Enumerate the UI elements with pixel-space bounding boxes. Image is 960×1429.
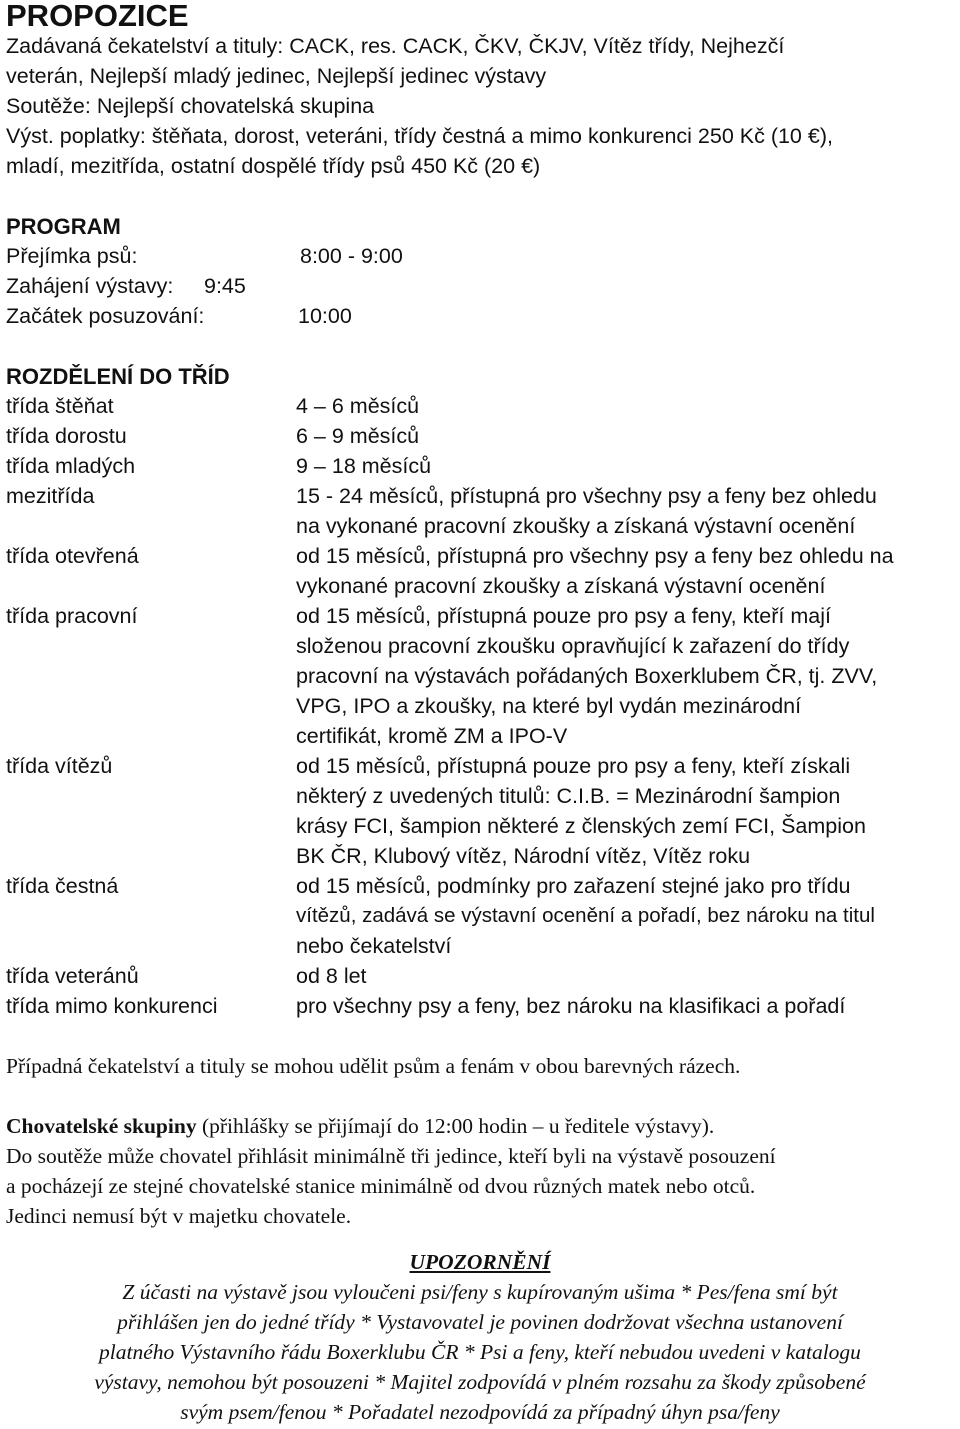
- class-desc-line: VPG, IPO a zkoušky, na které byl vydán mezinárodní: [296, 694, 802, 718]
- class-desc-line: některý z uvedených titulů: C.I.B. = Mezinárodní šampion: [296, 784, 841, 808]
- class-label-open: třída otevřená: [6, 544, 139, 568]
- warning-line-5: svým psem/fenou * Pořadatel nezodpovídá za případný úhyn psa/feny: [180, 1400, 780, 1424]
- breeding-groups-title: Chovatelské skupiny: [6, 1114, 197, 1138]
- program-value-2: 9:45: [204, 274, 246, 298]
- class-label-puppy: třída štěňat: [6, 394, 114, 418]
- class-desc-line: 15 - 24 měsíců, přístupná pro všechny psy a feny bez ohledu: [296, 484, 877, 508]
- program-value-1: 8:00 - 9:00: [300, 244, 403, 268]
- class-desc-line: krásy FCI, šampion některé z členských zemí FCI, Šampion: [296, 814, 866, 838]
- breeding-groups-line-1: Do soutěže může chovatel přihlásit minimálně tři jedince, kteří byli na výstavě posouzení: [6, 1144, 776, 1168]
- propozice-line-3: Soutěže: Nejlepší chovatelská skupina: [6, 94, 375, 118]
- class-desc-line: od 15 měsíců, podmínky pro zařazení stejné jako pro třídu: [296, 874, 851, 898]
- program-label-1: Přejímka psů:: [6, 244, 138, 268]
- class-label-champion: třída vítězů: [6, 754, 113, 778]
- program-title: PROGRAM: [6, 214, 121, 239]
- program-label-2: Zahájení výstavy:: [6, 274, 174, 298]
- class-desc-line: pracovní na výstavách pořádaných Boxerklubem ČR, tj. ZVV,: [296, 664, 878, 688]
- class-desc-line: na vykonané pracovní zkoušky a získaná výstavní ocenění: [296, 514, 856, 538]
- warning-line-4: výstavy, nemohou být posouzeni * Majitel zodpovídá v plném rozsahu za škody způsobené: [94, 1370, 866, 1394]
- class-label-honour: třída čestná: [6, 874, 119, 898]
- propozice-line-1: Zadávaná čekatelství a tituly: CACK, res. CACK, ČKV, ČKJV, Vítěz třídy, Nejhezčí: [6, 34, 785, 58]
- class-desc-line: 6 – 9 měsíců: [296, 424, 420, 448]
- class-desc-line: od 8 let: [296, 964, 367, 988]
- breeding-groups-line-2: a pocházejí ze stejné chovatelské stanice minimálně od dvou různých matek nebo otců.: [6, 1174, 756, 1198]
- class-desc-line: nebo čekatelství: [296, 934, 452, 958]
- propozice-line-5: mladí, mezitřída, ostatní dospělé třídy psů 450 Kč (20 €): [6, 154, 541, 178]
- class-label-minor: třída dorostu: [6, 424, 127, 448]
- class-desc-line: od 15 měsíců, přístupná pro všechny psy a feny bez ohledu na: [296, 544, 894, 568]
- warning-line-2: přihlášen jen do jedné třídy * Vystavovatel je povinen dodržovat všechna ustanovení: [117, 1310, 843, 1334]
- class-desc-line: BK ČR, Klubový vítěz, Národní vítěz, Vítěz roku: [296, 844, 751, 868]
- warning-line-1: Z účasti na výstavě jsou vyloučeni psi/feny s kupírovaným ušima * Pes/fena smí být: [122, 1280, 838, 1304]
- class-desc-line: vykonané pracovní zkoušky a získaná výstavní ocenění: [296, 574, 826, 598]
- class-label-non-competition: třída mimo konkurenci: [6, 994, 218, 1018]
- classes-title: ROZDĚLENÍ DO TŘÍD: [6, 364, 230, 389]
- class-desc-line: od 15 měsíců, přístupná pouze pro psy a feny, kteří mají: [296, 604, 831, 628]
- class-desc-line: vítězů, zadává se výstavní ocenění a pořadí, bez nároku na titul: [296, 904, 875, 927]
- breeding-groups-line-3: Jedinci nemusí být v majetku chovatele.: [6, 1204, 352, 1228]
- class-label-working: třída pracovní: [6, 604, 138, 628]
- propozice-line-4: Výst. poplatky: štěňata, dorost, veteráni, třídy čestná a mimo konkurenci 250 Kč (10 €),: [6, 124, 833, 148]
- breeding-groups-heading: [6, 1114, 714, 1139]
- breeding-groups-deadline: (přihlášky se přijímají do 12:00 hodin – u ředitele výstavy).: [196, 1114, 715, 1138]
- colour-note: Případná čekatelství a tituly se mohou udělit psům a fenám v obou barevných rázech.: [6, 1054, 741, 1078]
- class-label-veteran: třída veteránů: [6, 964, 139, 988]
- class-label-junior: třída mladých: [6, 454, 136, 478]
- class-desc-line: 9 – 18 měsíců: [296, 454, 432, 478]
- class-desc-line: od 15 měsíců, přístupná pouze pro psy a feny, kteří získali: [296, 754, 851, 778]
- class-desc-line: certifikát, kromě ZM a IPO-V: [296, 724, 568, 748]
- propozice-title: PROPOZICE: [6, 0, 189, 33]
- class-desc-line: složenou pracovní zkoušku opravňující k zařazení do třídy: [296, 634, 850, 658]
- class-label-intermediate: mezitřída: [6, 484, 95, 508]
- warning-line-3: platného Výstavního řádu Boxerklubu ČR * Psi a feny, kteří nebudou uvedeni v katalogu: [99, 1340, 861, 1364]
- class-desc-line: 4 – 6 měsíců: [296, 394, 420, 418]
- class-desc-line: pro všechny psy a feny, bez nároku na klasifikaci a pořadí: [296, 994, 846, 1018]
- warning-title: UPOZORNĚNÍ: [409, 1250, 551, 1274]
- program-label-3: Začátek posuzování:: [6, 304, 205, 328]
- propozice-line-2: veterán, Nejlepší mladý jedinec, Nejlepší jedinec výstavy: [6, 64, 547, 88]
- program-value-3: 10:00: [298, 304, 352, 328]
